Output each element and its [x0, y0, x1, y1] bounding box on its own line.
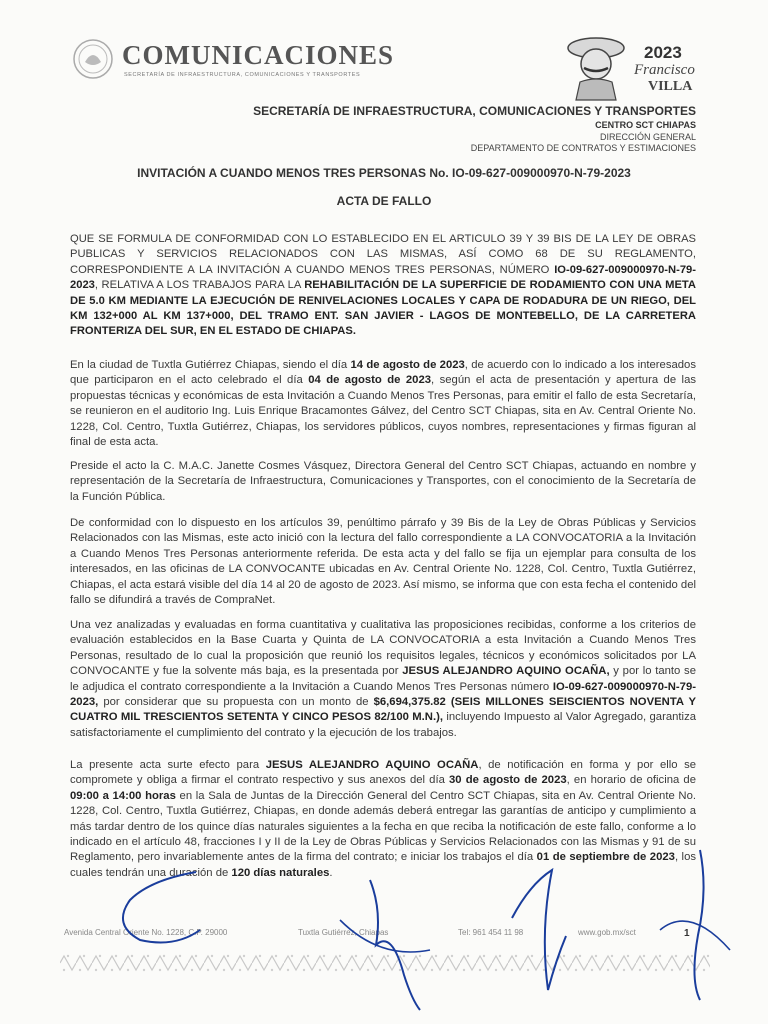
page-footer [64, 928, 704, 946]
acta-title: ACTA DE FALLO [336, 194, 432, 208]
footer-city: Tuxtla Gutiérrez, Chiapas [298, 928, 389, 937]
page-number: 1 [684, 928, 690, 939]
anniversary-name-first: Francisco [634, 62, 695, 78]
header-direction: DIRECCIÓN GENERAL [599, 132, 696, 142]
meeting-date: 14 de agosto de 2023 [350, 359, 465, 371]
opening-date: 04 de agosto de 2023 [308, 374, 432, 387]
p4-text-a: Una vez analizadas y evaluadas en forma cuantitativa y cualitativa las proposiciones recibidas, conforme a los criterios de evaluación establecidos en la Base Cuarta y Quinta de LA CONVOCATORIA a esta Invitación a Cuando Menos Tres Personas, resultado de lo cual la proposición que reunió los requisitos legales, técnicos y económicos solicitados por LA CONVOCANTE y fue la solvente más baja, es la presentada por [70, 619, 696, 678]
duration: 120 días naturales [231, 866, 330, 879]
p5-text-a: La presente acta surte efecto para [70, 759, 266, 771]
p1-text-a: En la ciudad de Tuxtla Gutiérrez Chiapas, siendo el día [70, 359, 351, 371]
signing-date: 30 de agosto de 2023 [449, 774, 567, 787]
footer-phone: Tel: 961 454 11 98 [458, 928, 524, 937]
anniversary-year: 2023 [644, 43, 682, 62]
org-logo-subtitle: SECRETARÍA DE INFRAESTRUCTURA, COMUNICACIONES Y TRANSPORTES [124, 72, 361, 78]
invitation-number: IO-09-627-009000970-N-79-2023 [70, 263, 696, 292]
p1-text-e: , según el acta de presentación y apertura de las propuestas técnicas y económicas de esta Invitación a Cuando Menos Tres Personas, para emitir el fallo de esta Secretaría, se reunieron en el auditorio Ing. Luis Enrique Bracamontes Gálvez, del Centro SCT Chiapas, sita en Av. Central Oriente No. 1228, Col. Centro, Tuxtla Gutiérrez, Chiapas, los servidores públicos, cuyos nombres, representaciones y firmas figuran al final de esta acta. [70, 374, 696, 449]
header-secretariat: SECRETARÍA DE INFRAESTRUCTURA, COMUNICACIONES Y TRANSPORTES [253, 104, 696, 118]
p5-text-k: . [329, 866, 333, 879]
winner-name: JESUS ALEJANDRO AQUINO OCAÑA, [402, 665, 610, 678]
org-logo-text: COMUNICACIONES [122, 40, 395, 70]
p4-text-g: incluyendo Impuesto al Valor Agregado, garantiza satisfactoriamente el cumplimiento del contrato y la ejecución de los trabajos. [70, 711, 696, 739]
paragraph-award [70, 618, 696, 741]
intro-text-a: QUE SE FORMULA DE CONFORMIDAD CON LO ESTABLECIDO EN EL ARTICULO 39 Y 39 BIS DE LA LEY DE OBRAS PUBLICAS Y SERVICIOS RELACIONADOS CON LAS MISMAS, ASÍ COMO 68 DE SU REGLAMENTO, CORRESPONDIENTE A LA INVITACIÓN A CUANDO MENOS TRES PERSONAS, NÚMERO [70, 233, 696, 276]
header-center: CENTRO SCT CHIAPAS [595, 120, 696, 130]
contract-amount: $6,694,375.82 (SEIS MILLONES SEISCIENTOS NOVENTA Y CUATRO MIL TRESCIENTOS SETENTA Y CINCO PESOS 82/100 M.N.), [70, 696, 696, 724]
paragraph-meeting [70, 358, 696, 450]
intro-text-c: , RELATIVA A LOS TRABAJOS PARA LA [94, 279, 305, 292]
p5-text-i: , los cuales tendrán una duración de [70, 851, 696, 879]
p5-text-e: , en horario de oficina de [566, 774, 696, 787]
anniversary-logo [560, 26, 710, 106]
intro-paragraph [70, 232, 696, 340]
p4-text-e: por considerar que su propuesta con un monto de [98, 696, 374, 709]
p1-text-c: , de acuerdo con lo indicado a los interesados que participaron en el acto celebrado el día [70, 359, 696, 387]
decorative-pattern-band [60, 952, 710, 974]
winner-name-2: JESUS ALEJANDRO AQUINO OCAÑA [265, 759, 479, 771]
p5-text-g: en la Sala de Juntas de la Dirección General del Centro SCT Chiapas, sita en Av. Central Oriente No. 1228, Col. Centro, Tuxtla Gutiérrez, Chiapas, en donde además deberá entregar las garantías de anticipo y cumplimiento a más tardar dentro de los quince días naturales siguientes a la fecha en que reciba la notificación de este fallo, conforme a lo indicado en el artículo 48, fracciones I y II de la Ley de Obras Públicas y Servicios Relacionados con las Mismas y 91 de su Reglamento, pero invariablemente antes de la firma del contrato; e iniciar los trabajos el día [70, 789, 697, 864]
header-department: DEPARTAMENTO DE CONTRATOS Y ESTIMACIONES [470, 143, 696, 153]
footer-address: Avenida Central Oriente No. 1228, C.P. 29000 [64, 928, 228, 937]
contract-number: IO-09-627-009000970-N-79-2023, [70, 680, 696, 709]
office-hours: 09:00 a 14:00 horas [70, 789, 176, 802]
invitation-title: INVITACIÓN A CUANDO MENOS TRES PERSONAS No. IO-09-627-009000970-N-79-2023 [137, 166, 631, 180]
p4-text-c: y por lo tanto se le adjudica el contrato correspondiente a la Invitación a Cuando Menos Tres Personas número [70, 665, 696, 693]
anniversary-name-last: VILLA [648, 79, 693, 94]
paragraph-legal-basis: De conformidad con lo dispuesto en los artículos 39, penúltimo párrafo y 39 Bis de la Ley de Obras Públicas y Servicios Relacionados con las Mismas, este acto inició con la lectura del fallo correspondiente a LA CONVOCATORIA a la Invitación a Cuando Menos Tres Personas anteriormente referida. De esta acta y del fallo se fija un ejemplar para consulta de los interesados, en las oficinas de LA CONVOCANTE ubicadas en Av. Central Oriente No. 1228, Col. Centro, Tuxtla Gutiérrez, Chiapas, el acta estará visible del día 14 al 20 de agosto de 2023. Así mismo, se informa que con esta fecha el contenido del fallo se difundirá a través de CompraNet. [70, 517, 696, 607]
paragraph-presides: Preside el acto la C. M.A.C. Janette Cosmes Vásquez, Directora General del Centro SCT Chiapas, actuando en nombre y representación de la Secretaría de Infraestructura, Comunicaciones y Transportes, con el conocimiento de la Secretaría de la Función Pública. [70, 460, 696, 503]
government-seal-icon [72, 38, 114, 80]
p5-text-c: , de notificación en forma y por ello se compromete y obliga a firmar el contrato respectivo y sus anexos del día [70, 759, 697, 787]
project-description: REHABILITACIÓN DE LA SUPERFICIE DE RODAMIENTO CON UNA META DE 5.0 KM MEDIANTE LA EJECUCIÓN DE RENIVELACIONES LOCALES Y CAPA DE RODADURA DE UN RIEGO, DEL KM 132+000 AL KM 137+000, DEL TRAMO ENT. SAN JAVIER - LAGOS DE MONTEBELLO, DE LA CARRETERA FRONTERIZA DEL SUR, EN EL ESTADO DE CHIAPAS. [70, 279, 697, 338]
footer-website: www.gob.mx/sct [578, 928, 636, 937]
paragraph-obligations [70, 758, 696, 881]
start-date: 01 de septiembre de 2023 [536, 851, 675, 864]
